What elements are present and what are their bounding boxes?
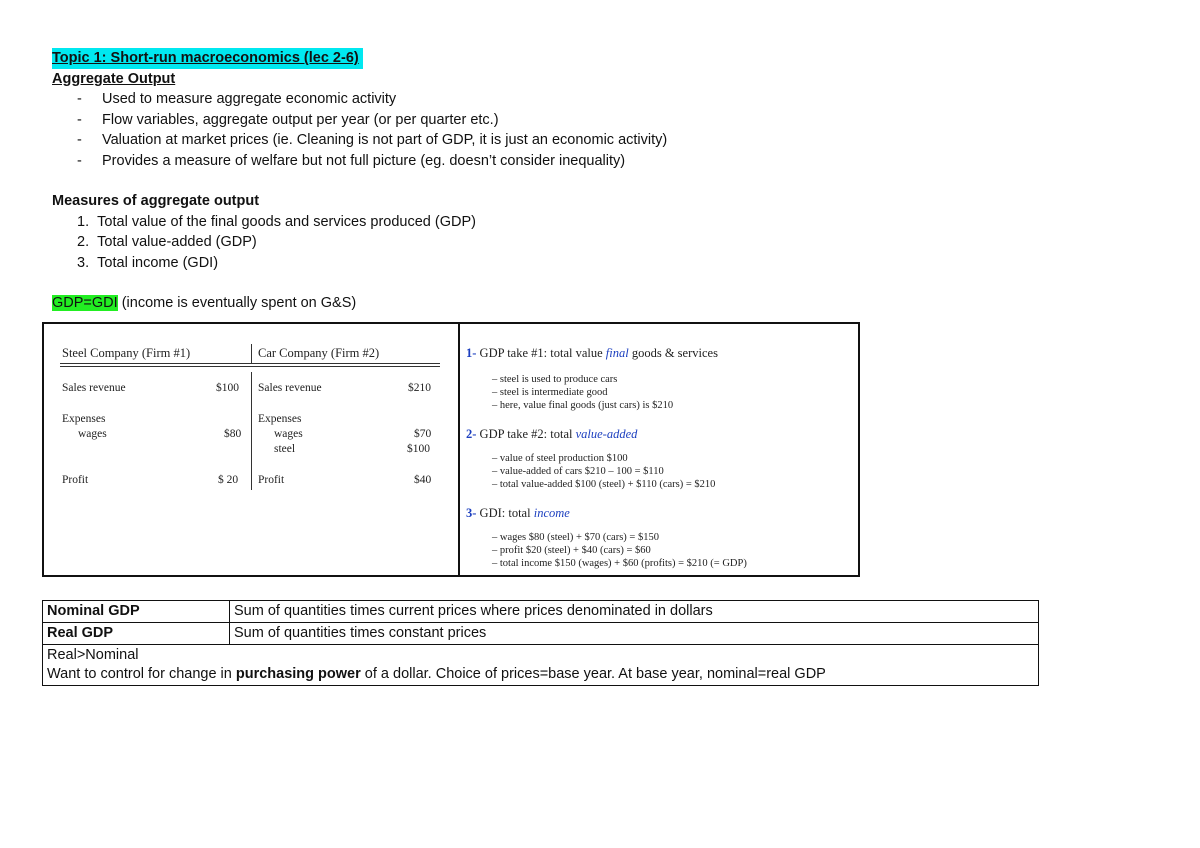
aggregate-output-list <box>52 89 1052 171</box>
take2-heading: 2- GDP take #2: total value-added <box>466 427 638 441</box>
profit-value-1: $ 20 <box>218 474 239 486</box>
expenses-label-1: Expenses <box>62 413 106 425</box>
wages-label-1: wages <box>78 428 107 440</box>
gdi-line: – profit $20 (steel) + $40 (cars) = $60 <box>492 545 651 556</box>
nominal-real-table <box>42 600 1039 686</box>
measures-heading: Measures of aggregate output <box>52 193 260 209</box>
firm-accounts-table <box>44 324 458 575</box>
profit-label-1: Profit <box>62 474 89 486</box>
aggregate-output-heading: Aggregate Output <box>52 70 176 87</box>
list-item: - Used to measure aggregate economic activity <box>52 89 1052 110</box>
real-nominal-note: Real>Nominal Want to control for change in purchasing power of a dollar. Choice of prices=base year. At base year, nominal=real GDP <box>43 645 1039 686</box>
gdi-heading: 3- GDI: total income <box>466 506 570 520</box>
firm1-header: Steel Company (Firm #1) <box>62 346 191 360</box>
sales-value-2: $210 <box>408 382 431 394</box>
sales-value-1: $100 <box>216 382 239 394</box>
nominal-gdp-label: Nominal GDP <box>43 601 230 623</box>
sales-label-2: Sales revenue <box>258 382 322 394</box>
page-title: Topic 1: Short-run macroeconomics (lec 2-6) <box>52 48 363 69</box>
list-item: - Provides a measure of welfare but not full picture (eg. doesn’t consider inequality) <box>52 151 1052 172</box>
take2-line: – value of steel production $100 <box>492 453 628 464</box>
expenses-label-2: Expenses <box>258 413 302 425</box>
table-row <box>43 601 1039 623</box>
wages-label-2: wages <box>274 428 303 440</box>
document-body <box>52 48 1052 314</box>
take1-heading: 1- GDP take #1: total value final goods & services <box>466 346 718 360</box>
take1-line: – steel is intermediate good <box>492 387 608 398</box>
take2-line: – value-added of cars $210 – 100 = $110 <box>492 466 664 477</box>
gdp-calculation-notes <box>462 324 858 575</box>
take1-line: – steel is used to produce cars <box>492 374 618 385</box>
real-gdp-desc: Sum of quantities times constant prices <box>230 623 1039 645</box>
nominal-gdp-desc: Sum of quantities times current prices where prices denominated in dollars <box>230 601 1039 623</box>
real-gdp-label: Real GDP <box>43 623 230 645</box>
list-item: - Valuation at market prices (ie. Cleaning is not part of GDP, it is just an economic activity) <box>52 130 1052 151</box>
profit-value-2: $40 <box>414 474 432 486</box>
gdp-example-figure <box>42 322 860 577</box>
list-item: 3. Total income (GDI) <box>77 254 219 271</box>
gdp-gdi-line: GDP=GDI (income is eventually spent on G&S) <box>52 295 357 311</box>
firm2-header: Car Company (Firm #2) <box>258 346 380 360</box>
steel-value-2: $100 <box>407 443 430 455</box>
list-item: 1. Total value of the final goods and services produced (GDP) <box>77 213 476 230</box>
table-row <box>43 645 1039 686</box>
gdi-line: – wages $80 (steel) + $70 (cars) = $150 <box>492 532 659 543</box>
measures-list <box>52 212 1052 274</box>
wages-value-2: $70 <box>414 428 432 440</box>
profit-label-2: Profit <box>258 474 285 486</box>
gdi-line: – total income $150 (wages) + $60 (profits) = $210 (= GDP) <box>492 558 747 569</box>
list-item: 2. Total value-added (GDP) <box>77 234 257 250</box>
figure-divider <box>458 324 460 575</box>
wages-value-1: $80 <box>224 428 242 440</box>
steel-label-2: steel <box>274 443 296 455</box>
sales-label-1: Sales revenue <box>62 382 126 394</box>
table-row <box>43 623 1039 645</box>
take2-line: – total value-added $100 (steel) + $110 (cars) = $210 <box>492 479 716 490</box>
list-item: - Flow variables, aggregate output per year (or per quarter etc.) <box>52 110 1052 131</box>
take1-line: – here, value final goods (just cars) is $210 <box>492 400 674 411</box>
gdp-gdi-highlight: GDP=GDI <box>52 295 118 311</box>
